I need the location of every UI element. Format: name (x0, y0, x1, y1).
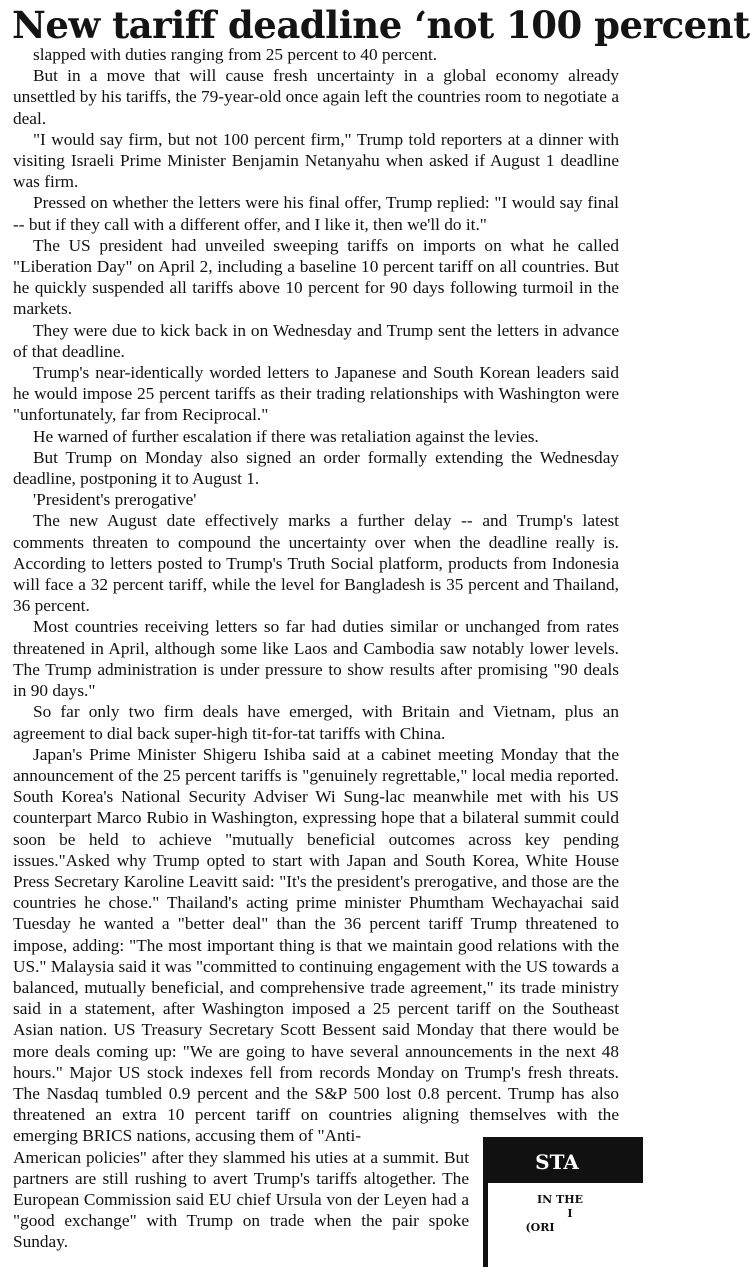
article-paragraph: The new August date effectively marks a further delay -- and Trump's latest comments threaten to compound the uncertainty over when the deadline really is. According to letters posted to Trump's Truth Social platform, products from Indonesia will face a 32 percent tariff, while the level for Bangladesh is 35 percent and Thailand, 36 percent. (13, 511, 619, 616)
article-headline: New tariff deadline ‘not 100 percent (12, 3, 750, 47)
ad-header: STA (535, 1150, 579, 1174)
article-paragraph: But in a move that will cause fresh uncertainty in a global economy already unsettled by his tariffs, the 79-year-old once again left the countries room to negotiate a deal. (13, 66, 619, 128)
ad-line: IN THE (537, 1193, 583, 1206)
article-subheading: 'President's prerogative' (33, 490, 197, 510)
article-paragraph: They were due to kick back in on Wednesday and Trump sent the letters in advance of that deadline. (13, 320, 619, 361)
article-paragraph: So far only two firm deals have emerged, with Britain and Vietnam, plus an agreement to dial back super-high tit-for-tat tariffs with China. (13, 702, 619, 743)
ad-inner-panel (488, 1183, 643, 1267)
article-paragraph: Pressed on whether the letters were his final offer, Trump replied: "I would say final -- but if they call with a different offer, and I like it, then we'll do it." (13, 193, 619, 234)
article-paragraph: But Trump on Monday also signed an order formally extending the Wednesday deadline, postponing it to August 1. (13, 447, 619, 489)
article-paragraph: slapped with duties ranging from 25 percent to 40 percent. (33, 45, 438, 64)
article-paragraph: The US president had unveiled sweeping tariffs on imports on what he called "Liberation Day" on April 2, including a baseline 10 percent tariff on all countries. But he quickly suspended all tariffs above 10 percent for 90 days following turmoil in the markets. (13, 235, 619, 319)
article-paragraph: American policies" after they slammed his uties at a summit. But partners are still rushing to avert Trump's tariffs altogether. The European Commission said EU chief Ursula von der Leyen had a "good exchange" with Trump on trade when the pair spoke Sunday. (13, 1147, 469, 1252)
article-paragraph: He warned of further escalation if there was retaliation against the levies. (33, 426, 539, 446)
article-paragraph: Most countries receiving letters so far had duties similar or unchanged from rates threatened in April, although some like Laos and Cambodia saw notably lower levels. The Trump administration is under pressure to show results after promising "90 deals in 90 days." (13, 617, 619, 701)
advertisement-box (483, 1137, 643, 1267)
article-body (13, 44, 619, 1253)
ad-line: I (567, 1207, 573, 1220)
article-paragraph: Trump's near-identically worded letters to Japanese and South Korean leaders said he would impose 25 percent tariffs as their trading relationships with Washington were "unfortunately, far from Reciprocal." (13, 363, 619, 425)
article-paragraph: "I would say firm, but not 100 percent firm," Trump told reporters at a dinner with visiting Israeli Prime Minister Benjamin Netanyahu when asked if August 1 deadline was firm. (13, 129, 619, 192)
ad-line: (ORI (525, 1221, 555, 1234)
article-paragraph: Japan's Prime Minister Shigeru Ishiba said at a cabinet meeting Monday that the announcement of the 25 percent tariffs is "genuinely regrettable," local media reported. South Korea's National Security Adviser Wi Sung-lac meanwhile met with his US counterpart Marco Rubio in Washington, expressing hope that a bilateral summit could soon be held to achieve "mutually beneficial outcomes across key pending issues."Asked why Trump opted to start with Japan and South Korea, White House Press Secretary Karoline Leavitt said: "It's the president's prerogative, and those are the countries he chose." Thailand's acting prime minister Phumtham Wechayachai said Tuesday he wanted a "better deal" than the 36 percent tariff Trump threatened to impose, adding: "The most important thing is that we maintain good relations with the US." Malaysia said it was "committed to continuing engagement with the US towards a balanced, mutually beneficial, and comprehensive trade agreement," its trade ministry said in a statement, after Washington imposed a 25 percent tariff on the Southeast Asian nation. US Treasury Secretary Scott Bessent said Monday that there would be more deals coming up: "We are going to have several announcements in the next 48 hours." Major US stock indexes fell from records Monday on Trump's fresh threats. The Nasdaq tumbled 0.9 percent and the S&P 500 lost 0.8 percent. Trump has also threatened an extra 10 percent tariff on countries aligning themselves with the emerging BRICS nations, accusing them of "Anti- (13, 744, 619, 1146)
